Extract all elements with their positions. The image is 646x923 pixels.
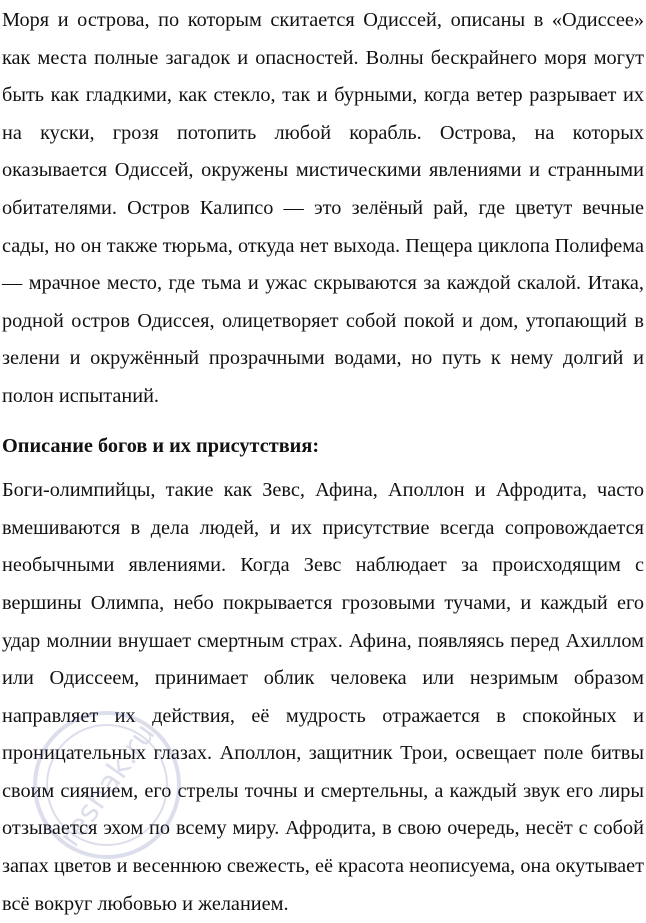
- section-heading-gods: Описание богов и их присутствия:: [2, 434, 320, 457]
- watermark-text: reshak.ru: [52, 717, 163, 854]
- paragraph-seas-and-islands: Моря и острова, по которым скитается Одиссей, описаны в «Одиссее» как места полные загадок и опасностей. Волны бескрайнего моря могут быть как гладкими, как стекло, так и бурными, когда ветер разрывает их на куски, грозя потопить любой корабль. Острова, на которых оказывается Одиссей, окружены мистическими явлениями и странными обитателями. Остров Калипсо — это зелёный рай, где цветут вечные сады, но он также тюрьма, откуда нет выхода. Пещера циклопа Полифема — мрачное место, где тьма и ужас скрываются за каждой скалой. Итака, родной остров Одиссея, олицетворяет собой покой и дом, утопающий в зелени и окружённый прозрачными водами, но путь к нему долгий и полон испытаний.: [2, 9, 644, 407]
- document-page: [2, 0, 644, 923]
- paragraph-gods-presence: Боги-олимпийцы, такие как Зевс, Афина, Аполлон и Афродита, часто вмешиваются в дела людей, и их присутствие всегда сопровождается необычными явлениями. Когда Зевс наблюдает за происходящим с вершины Олимпа, небо покрывается грозовыми тучами, и каждый его удар молнии внушает смертным страх. Афина, появляясь перед Ахиллом или Одиссеем, принимает облик человека или незримым образом направляет их действия, её мудрость отражается в спокойных и проницательных глазах. Аполлон, защитник Трои, освещает поле битвы своим сиянием, его стрелы точны и смертельны, а каждый звук его лиры отзывается эхом по всему миру. Афродита, в свою очередь, несёт с собой запах цветов и весеннюю свежесть, её красота неописуема, она окутывает всё вокруг любовью и желанием.: [2, 479, 644, 915]
